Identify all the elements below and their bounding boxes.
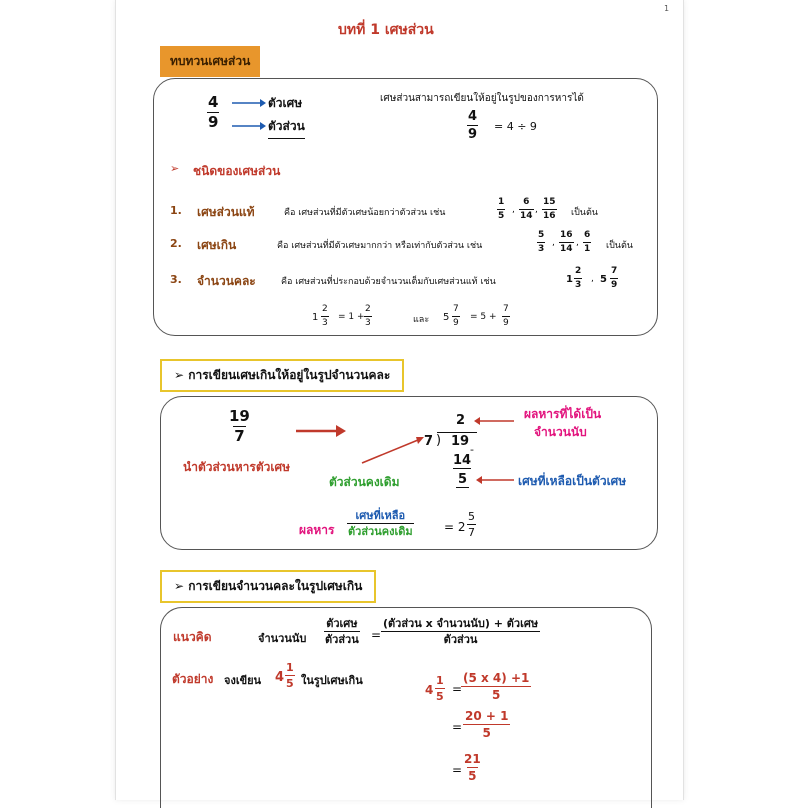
- numerator-denominator-fraction: [207, 95, 219, 130]
- quotient-label-line-2: จำนวนนับ: [534, 425, 587, 439]
- mixed-example-whole-2: 5: [443, 312, 450, 323]
- separator: ,: [535, 205, 538, 215]
- step-3-equals: =: [452, 763, 463, 777]
- step-2-numerator: 20 + 1: [465, 709, 509, 723]
- improper-fraction: [228, 409, 251, 444]
- divisor-arrow-icon: [362, 437, 424, 465]
- banner-text: การเขียนเศษเกินให้อยู่ในรูปจำนวนคละ: [188, 368, 391, 382]
- example-numerator: 7: [453, 304, 459, 314]
- page-number: 1: [664, 4, 670, 13]
- division-dividend: 19: [451, 434, 470, 449]
- concept-equals: =: [371, 628, 382, 642]
- concept-denominator: ตัวส่วน: [325, 633, 359, 646]
- example-denominator: 3: [365, 318, 371, 328]
- result-denominator-text: ตัวส่วนคงเดิม: [348, 525, 413, 538]
- example-numerator: 7: [611, 266, 618, 276]
- concept-fraction: [324, 618, 360, 645]
- result-word-fraction: [347, 510, 414, 537]
- divide-caption: นำตัวส่วนหารตัวเศษ: [183, 460, 290, 474]
- step-1-denominator: 5: [436, 690, 444, 703]
- types-bullet-icon: ➢: [170, 162, 180, 175]
- banner-bullet-icon: ➢: [174, 368, 189, 382]
- types-heading: ชนิดของเศษส่วน: [193, 164, 281, 178]
- result-denominator: 7: [468, 526, 475, 539]
- type-1-name: เศษส่วนแท้: [197, 205, 255, 219]
- type-3-example-1-fraction: [574, 267, 582, 290]
- denominator-arrow-icon: [232, 121, 266, 131]
- denominator-label: ตัวส่วน: [268, 117, 305, 139]
- mixed-example-whole-1: 1: [312, 312, 319, 323]
- remainder-arrow-icon: [476, 475, 514, 485]
- division-bar: [437, 432, 477, 433]
- example-denominator: 9: [453, 318, 459, 328]
- mixed-example-and: และ: [413, 315, 430, 325]
- example-denominator: 3: [322, 318, 328, 328]
- example-denominator: 5: [498, 211, 505, 221]
- result-numerator-text: เศษที่เหลือ: [355, 509, 406, 522]
- type-2-example-1: [537, 231, 545, 254]
- example-numerator: 6: [523, 197, 530, 207]
- type-2-name: เศษเกิน: [197, 238, 237, 252]
- quotient-label-line-1: ผลหารที่ได้เป็น: [524, 407, 602, 421]
- chapter-title: บทที่ 1 เศษส่วน: [338, 22, 434, 38]
- step-1-whole: 4: [425, 683, 434, 697]
- type-1-example-1: [497, 198, 505, 221]
- step-3-denominator: 5: [468, 769, 477, 783]
- type-2-example-3: [583, 231, 591, 254]
- mixed-example-eq-1: = 1 +: [338, 312, 365, 322]
- mixed-to-improper-banner: [160, 570, 376, 603]
- example-fraction: [285, 662, 295, 689]
- numerator-digit: 4: [208, 93, 219, 111]
- example-numerator: 1: [286, 661, 294, 674]
- review-banner: ทบทวนเศษส่วน: [160, 46, 260, 77]
- quotient-arrow-icon: [474, 416, 514, 426]
- separator: ,: [552, 238, 555, 248]
- type-2-desc: คือ เศษส่วนที่มีตัวเศษมากกว่า หรือเท่ากับตัวส่วน เช่น: [277, 241, 483, 251]
- mixed-example-fraction-1: [321, 305, 329, 328]
- example-denominator: 9: [611, 280, 618, 290]
- example-denominator: 3: [538, 244, 545, 254]
- example-numerator: 2: [365, 304, 371, 314]
- concept-numerator: ตัวเศษ: [326, 617, 358, 630]
- remainder-label: เศษที่เหลือเป็นตัวเศษ: [518, 474, 627, 488]
- type-3-example-2-whole: 5: [600, 274, 607, 285]
- separator: ,: [512, 205, 515, 215]
- numerator-label: ตัวเศษ: [268, 96, 303, 110]
- concept-whole: จำนวนนับ: [258, 632, 307, 645]
- mixed-example-fraction-2b: [502, 305, 510, 328]
- division-subtract: 14: [453, 453, 472, 468]
- example-numerator: 15: [543, 197, 556, 207]
- division-remainder: 5: [458, 472, 468, 487]
- mixed-example-eq-2: = 5 +: [470, 312, 497, 322]
- improper-numerator: 19: [229, 407, 250, 425]
- result-equals: = 2: [444, 520, 466, 534]
- division-bracket: ): [436, 433, 442, 448]
- example-label: ตัวอย่าง: [172, 672, 214, 686]
- type-2-suffix: เป็นต้น: [606, 241, 633, 251]
- concept-rhs-denominator: ตัวส่วน: [381, 631, 540, 645]
- division-minus: -: [470, 443, 474, 456]
- type-1-number: 1.: [170, 204, 182, 217]
- result-fraction: [467, 511, 476, 538]
- example-denominator: 1: [584, 244, 591, 254]
- denominator-digit: 9: [208, 113, 219, 131]
- example-denominator: 14: [520, 211, 533, 221]
- concept-rhs-fraction: [382, 618, 539, 645]
- divide-arrow-icon: [296, 424, 346, 438]
- type-1-example-2: [519, 198, 534, 221]
- banner-bullet-icon: ➢: [174, 579, 189, 593]
- example-denominator: 9: [503, 318, 509, 328]
- result-numerator: 5: [468, 510, 475, 523]
- example-numerator: 1: [498, 197, 505, 207]
- separator: ,: [591, 274, 594, 284]
- division-denominator: 9: [468, 127, 478, 142]
- example-denominator: 5: [286, 677, 294, 690]
- type-1-suffix: เป็นต้น: [571, 208, 598, 218]
- step-1-fraction: [435, 675, 445, 702]
- example-numerator: 2: [575, 266, 582, 276]
- step-1-equals: =: [452, 682, 463, 696]
- type-3-example-1-whole: 1: [566, 274, 573, 285]
- numerator-arrow-icon: [232, 98, 266, 108]
- example-denominator: 14: [560, 244, 573, 254]
- example-suffix: ในรูปเศษเกิน: [301, 674, 363, 687]
- division-equation: = 4 ÷ 9: [494, 120, 537, 133]
- example-numerator: 6: [584, 230, 591, 240]
- type-3-number: 3.: [170, 273, 182, 286]
- improper-to-mixed-banner: [160, 359, 404, 392]
- example-numerator: 2: [322, 304, 328, 314]
- concept-rhs-numerator: (ตัวส่วน x จำนวนนับ) + ตัวเศษ: [383, 617, 539, 630]
- mixed-example-fraction-1b: [364, 305, 372, 328]
- type-1-desc: คือ เศษส่วนที่มีตัวเศษน้อยกว่าตัวส่วน เช่น: [284, 208, 446, 218]
- example-numerator: 7: [503, 304, 509, 314]
- division-numerator: 4: [468, 109, 478, 124]
- step-1-rhs-fraction: [462, 672, 530, 701]
- separator: ,: [576, 238, 579, 248]
- mixed-example-fraction-2: [452, 305, 460, 328]
- type-3-example-2-fraction: [610, 267, 618, 290]
- divisor-label: ตัวส่วนคงเดิม: [329, 475, 400, 489]
- type-1-example-3: [542, 198, 557, 221]
- example-text: จงเขียน: [224, 674, 262, 687]
- example-whole: 4: [275, 670, 285, 685]
- example-denominator: 16: [543, 211, 556, 221]
- example-denominator: 3: [575, 280, 582, 290]
- type-3-name: จำนวนคละ: [197, 274, 256, 288]
- step-2-fraction: [464, 710, 509, 739]
- step-2-denominator: 5: [463, 724, 510, 739]
- division-divisor: 7: [424, 434, 434, 449]
- step-3-fraction: [463, 753, 482, 782]
- step-2-equals: =: [452, 720, 463, 734]
- type-3-desc: คือ เศษส่วนที่ประกอบด้วยจำนวนเต็มกับเศษส่วนแท้ เช่น: [281, 277, 496, 287]
- step-1-numerator: 1: [436, 674, 444, 687]
- concept-label: แนวคิด: [173, 630, 212, 644]
- banner-text: การเขียนจำนวนคละในรูปเศษเกิน: [188, 579, 363, 593]
- step-1-rhs-denominator: 5: [461, 686, 531, 701]
- step-3-numerator: 21: [464, 752, 481, 766]
- example-numerator: 5: [538, 230, 545, 240]
- type-2-number: 2.: [170, 237, 182, 250]
- example-numerator: 16: [560, 230, 573, 240]
- type-2-example-2: [559, 231, 574, 254]
- division-quotient: 2: [456, 413, 466, 428]
- step-1-rhs-numerator: (5 x 4) +1: [463, 671, 530, 685]
- division-fraction: [467, 110, 478, 141]
- division-text: เศษส่วนสามารถเขียนให้อยู่ในรูปของการหารได้: [380, 93, 584, 104]
- result-label: ผลหาร: [299, 523, 335, 537]
- improper-denominator: 7: [234, 427, 245, 445]
